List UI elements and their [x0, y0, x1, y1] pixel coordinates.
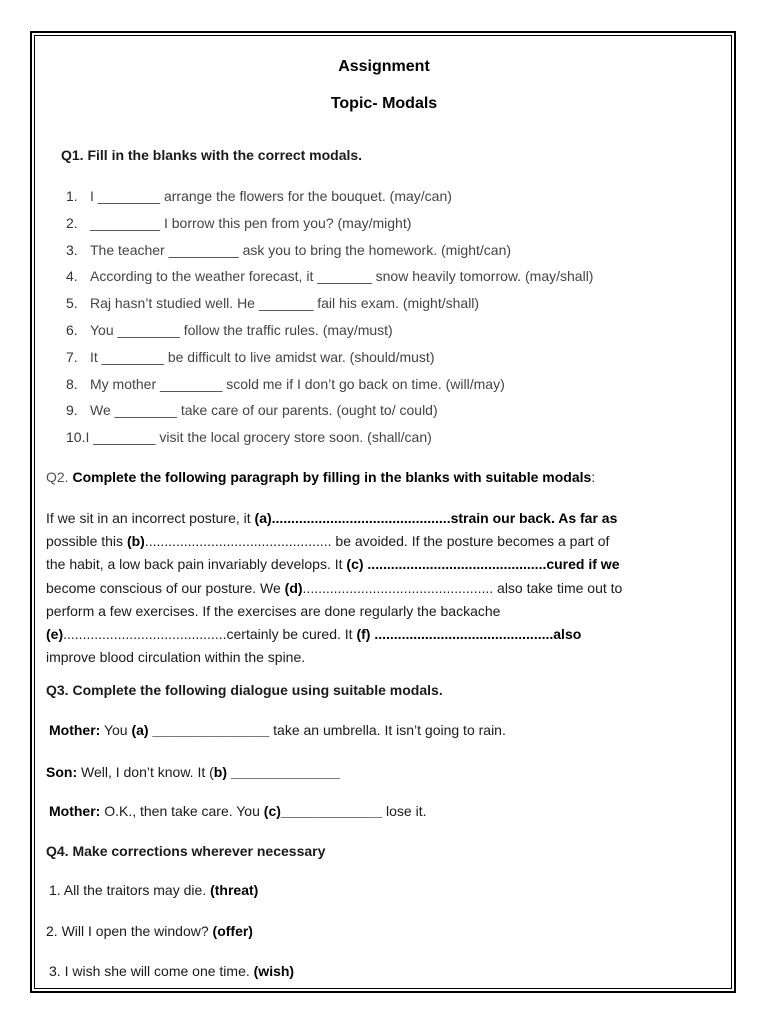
- list-item: 5. Raj hasn’t studied well. He _______ fail his exam. (might/shall): [66, 295, 480, 312]
- q4-item-1: 1. All the traitors may die. (threat): [49, 882, 259, 898]
- document-title: Assignment: [338, 58, 430, 75]
- q4-item-2: 2. Will I open the window? (offer): [46, 923, 253, 939]
- list-item: 4. According to the weather forecast, it _______ snow heavily tomorrow. (may/shall): [66, 268, 594, 285]
- q2-heading: Q2. Complete the following paragraph by filling in the blanks with suitable modals:: [46, 469, 596, 485]
- list-item: 7. It ________ be difficult to live amidst war. (should/must): [66, 348, 435, 365]
- q4-heading: Q4. Make corrections wherever necessary: [46, 843, 326, 859]
- q3-heading: Q3. Complete the following dialogue using suitable modals.: [46, 682, 443, 698]
- paragraph-line: become conscious of our posture. We (d)................................................. also take time out to: [46, 579, 623, 596]
- list-item: 3. The teacher _________ ask you to bring the homework. (might/can): [66, 241, 512, 258]
- paragraph-line: If we sit in an incorrect posture, it (a)..............................................strain our back. As far as: [46, 510, 618, 526]
- q1-list: [66, 186, 593, 454]
- paragraph-line: perform a few exercises. If the exercises are done regularly the backache: [46, 602, 501, 619]
- paragraph-line: the habit, a low back pain invariably develops. It (c) ..............................................cured if we: [46, 556, 620, 573]
- list-item: 10.I ________ visit the local grocery store soon. (shall/can): [66, 429, 432, 446]
- document-topic: Topic- Modals: [330, 95, 438, 112]
- q4-item-3: 3. I wish she will come one time. (wish): [49, 963, 295, 979]
- dialogue-line-mother-2: Mother: O.K., then take care. You (c)_____________ lose it.: [49, 803, 427, 819]
- paragraph-line: (e)..........................................certainly be cured. It (f) ..............................................also: [46, 625, 582, 642]
- list-item: 2. _________ I borrow this pen from you? (may/might): [66, 214, 412, 231]
- dialogue-line-mother-1: Mother: You (a) _______________ take an umbrella. It isn’t going to rain.: [49, 722, 506, 738]
- list-item: 6. You ________ follow the traffic rules. (may/must): [66, 321, 393, 338]
- paragraph-line: improve blood circulation within the spine.: [46, 649, 306, 666]
- q1-heading: Q1. Fill in the blanks with the correct modals.: [61, 147, 363, 163]
- paragraph-line: possible this (b)................................................ be avoided. If the posture becomes a part of: [46, 533, 610, 550]
- list-item: 8. My mother ________ scold me if I don’t go back on time. (will/may): [66, 375, 505, 392]
- list-item: 1. I ________ arrange the flowers for the bouquet. (may/can): [66, 188, 452, 204]
- q2-paragraph: [46, 508, 736, 670]
- list-item: 9. We ________ take care of our parents. (ought to/ could): [66, 402, 438, 419]
- dialogue-line-son: Son: Well, I don’t know. It (b) ______________: [46, 764, 340, 780]
